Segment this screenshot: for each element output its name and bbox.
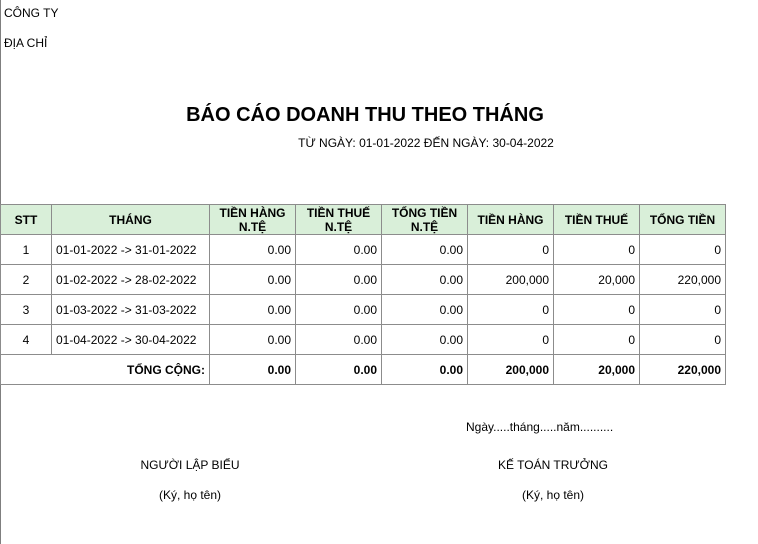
cell-stt[interactable]: 2 [1,265,52,295]
cell-amount[interactable]: 0 [640,235,726,265]
preparer-title: NGƯỜI LẬP BIỂU [140,458,240,472]
report-title: BÁO CÁO DOANH THU THEO THÁNG [186,104,544,126]
cell-amount[interactable]: 0.00 [296,295,382,325]
total-amount[interactable]: 0.00 [210,355,296,385]
cell-amount[interactable]: 0 [468,325,554,355]
table-row[interactable] [1,265,726,295]
cell-amount[interactable]: 0.00 [210,295,296,325]
company-label: CÔNG TY [4,6,59,20]
total-amount[interactable]: 200,000 [468,355,554,385]
cell-amount[interactable]: 0.00 [210,325,296,355]
chief-accountant-sign-note: (Ký, họ tên) [521,488,585,502]
total-amount[interactable]: 20,000 [554,355,640,385]
total-row[interactable] [1,355,726,385]
cell-amount[interactable]: 0 [554,295,640,325]
cell-amount[interactable]: 0.00 [296,235,382,265]
cell-amount[interactable]: 0.00 [382,295,468,325]
cell-amount[interactable]: 0 [640,295,726,325]
table-row[interactable] [1,295,726,325]
cell-amount[interactable]: 0.00 [382,265,468,295]
column-header: TIỀN THUẾ [554,205,640,235]
cell-amount[interactable]: 0 [468,295,554,325]
column-header: TIỀN HÀNG [468,205,554,235]
column-header: TỔNG TIỀN N.TỆ [382,205,468,235]
cell-amount[interactable]: 0 [554,325,640,355]
cell-stt[interactable]: 3 [1,295,52,325]
cell-amount[interactable]: 0.00 [296,325,382,355]
cell-amount[interactable]: 0 [468,235,554,265]
cell-month[interactable]: 01-01-2022 -> 31-01-2022 [52,235,210,265]
column-header: THÁNG [52,205,210,235]
cell-stt[interactable]: 1 [1,235,52,265]
preparer-sign-note: (Ký, họ tên) [158,488,222,502]
cell-amount[interactable]: 0.00 [382,325,468,355]
table-row[interactable] [1,235,726,265]
chief-accountant-title: KẾ TOÁN TRƯỞNG [498,458,608,472]
cell-amount[interactable]: 0 [554,235,640,265]
column-header: TIỀN THUẾ N.TỆ [296,205,382,235]
cell-month[interactable]: 01-02-2022 -> 28-02-2022 [52,265,210,295]
revenue-table [0,204,726,385]
cell-amount[interactable]: 0.00 [210,235,296,265]
address-label: ĐỊA CHỈ [4,36,48,50]
cell-amount[interactable]: 220,000 [640,265,726,295]
total-amount[interactable]: 0.00 [296,355,382,385]
total-amount[interactable]: 220,000 [640,355,726,385]
cell-amount[interactable]: 0.00 [210,265,296,295]
table-row[interactable] [1,325,726,355]
report-date-range: TỪ NGÀY: 01-01-2022 ĐẾN NGÀY: 30-04-2022 [298,136,554,150]
column-header: TỔNG TIỀN [640,205,726,235]
cell-amount[interactable]: 200,000 [468,265,554,295]
cell-month[interactable]: 01-04-2022 -> 30-04-2022 [52,325,210,355]
table-header-row [1,205,726,235]
column-header: TIỀN HÀNG N.TỆ [210,205,296,235]
signature-date-line: Ngày.....tháng.....năm.......... [466,420,614,434]
cell-month[interactable]: 01-03-2022 -> 31-03-2022 [52,295,210,325]
cell-stt[interactable]: 4 [1,325,52,355]
column-header: STT [1,205,52,235]
cell-amount[interactable]: 20,000 [554,265,640,295]
cell-amount[interactable]: 0 [640,325,726,355]
cell-amount[interactable]: 0.00 [382,235,468,265]
cell-amount[interactable]: 0.00 [296,265,382,295]
total-label[interactable]: TỔNG CỘNG: [1,355,210,385]
total-amount[interactable]: 0.00 [382,355,468,385]
